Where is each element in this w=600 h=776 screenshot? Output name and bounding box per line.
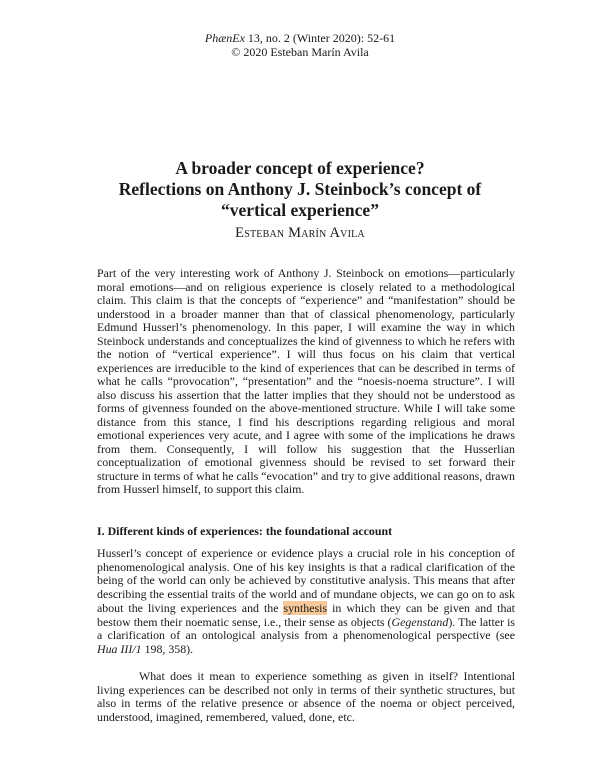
citation-reference: Hua III/1	[97, 641, 142, 656]
body-paragraph-2: What does it mean to experience something as given in itself? Intentional living experiences can be described not only in terms of their synthetic structures, but also in terms of the relative presence or absence of the noema or object perceived, understood, imagined, remembered, valued, done, etc.	[97, 669, 515, 725]
highlighted-word[interactable]: synthesis	[283, 600, 328, 615]
journal-name: PhænEx	[204, 31, 245, 45]
german-term: Gegenstand	[391, 614, 449, 629]
running-header	[0, 31, 600, 59]
paper-title	[0, 158, 600, 221]
author-name: Esteban Marín Avila	[235, 225, 365, 241]
para1-text-c: ). The latter is a clarification of an ontological analysis from a phenomenological perspective (see	[97, 614, 515, 643]
copyright-line: © 2020 Esteban Marín Avila	[231, 45, 369, 59]
para1-text-a: Husserl’s concept of experience or evidence plays a crucial role in his conception of phenomenological analysis. One of his key insights is that a radical clarification of the being of the world can only be achieved by constitutive analysis. This means that after describing the essential traits of the world and of mundane objects, we can go on to ask about the living experiences and the	[97, 546, 515, 615]
body-paragraph-1	[97, 547, 515, 657]
para1-text-d: 198, 358).	[141, 641, 194, 656]
para1-text-b: in which they can be given and that bestow them their noematic sense, i.e., their sense as objects (	[97, 600, 515, 629]
title-line-1: A broader concept of experience?	[175, 158, 425, 178]
section-heading: I. Different kinds of experiences: the foundational account	[97, 524, 393, 538]
journal-citation	[0, 31, 600, 45]
journal-issue: 13, no. 2 (Winter 2020): 52-61	[244, 31, 396, 45]
abstract-paragraph: Part of the very interesting work of Anthony J. Steinbock on emotions—particularly moral emotions—and on religious experience is closely related to a methodological claim. This claim is that the concepts of “experience” and “manifestation” should be understood in a broader manner than that of classical phenomenology, particularly Edmund Husserl’s phenomenology. In this paper, I will examine the way in which Steinbock understands and conceptualizes the kind of givenness to which he refers with the notion of “vertical experience”. I will thus focus on his claim that vertical experiences are irreducible to the kind of experiences that can be described in terms of what he calls “provocation”, “presentation” and the “noesis-noema structure”. I will also discuss his assertion that the latter implies that they should not be understood as forms of givenness founded on the above-mentioned structure. While I will take some distance from this stance, I find his descriptions regarding religious and moral emotional experiences very acute, and I agree with some of the implications he draws from them. Consequently, I will follow his suggestion that the Husserlian conceptualization of emotional givenness should be revised to set forward their structure in terms of what he calls “evocation” and try to give additional reasons, drawn from Husserl himself, to support this claim.	[97, 266, 515, 496]
title-line-3: “vertical experience”	[221, 200, 379, 220]
title-line-2: Reflections on Anthony J. Steinbock’s concept of	[118, 179, 482, 199]
